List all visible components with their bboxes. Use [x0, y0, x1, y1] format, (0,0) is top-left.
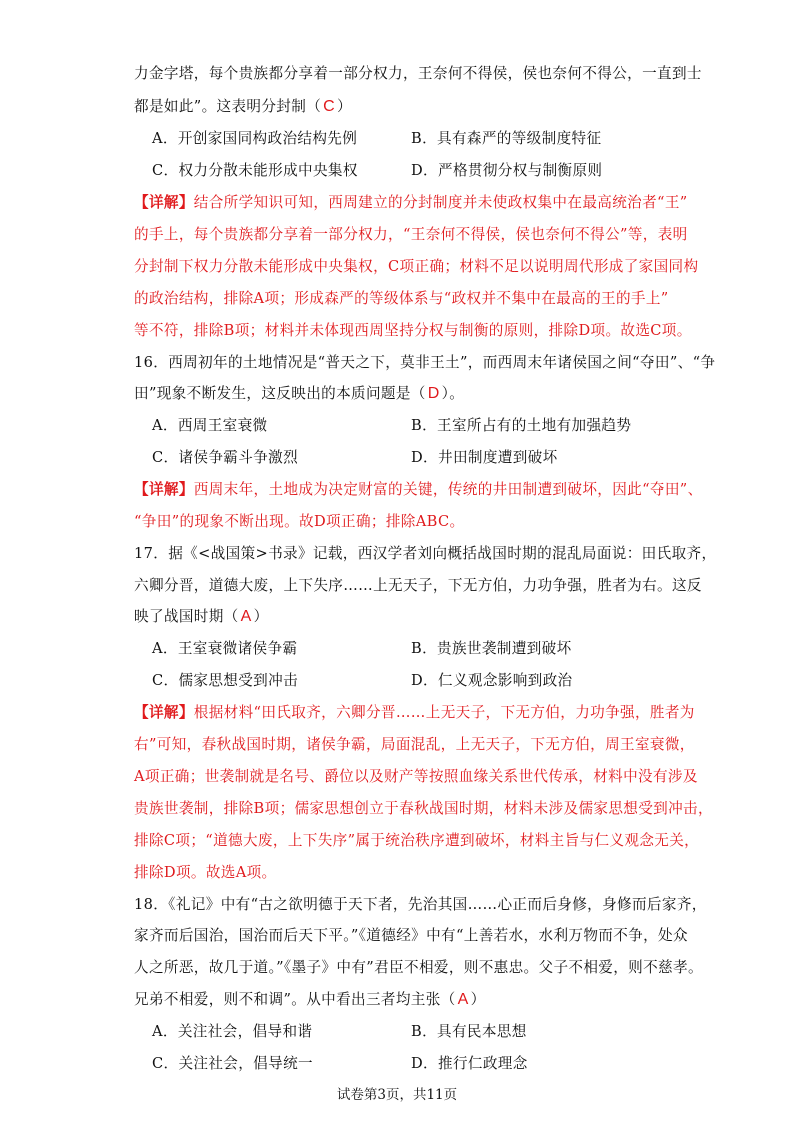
q16-stem-line-2: [134, 384, 464, 404]
detail-label: 【详解】: [134, 194, 194, 211]
q18-stem-line-4: [134, 990, 486, 1010]
prev-question-answer: C: [323, 98, 336, 115]
q17-stem-text: 映了战国时期（: [134, 608, 239, 625]
q17-option-b: B．贵族世袭制遭到破坏: [411, 640, 572, 657]
q18-stem-line-3: 人之所恶，故几于道。”《墨子》中有”君臣不相爱，则不惠忠。父子不相爱，则不慈孝。: [134, 959, 703, 976]
q18-stem-line-1: 18．《礼记》中有“古之欲明德于天下者，先治其国……心正而后身修，身修而后家齐，: [134, 896, 707, 913]
prev-question-option-c: C．权力分散未能形成中央集权: [152, 162, 358, 179]
q16-option-b: B．王室所占有的土地有加强趋势: [411, 417, 632, 434]
q16-option-a: A．西周王室衰微: [152, 417, 268, 434]
q17-detail-line-5: 排除C项；“道德大废，上下失序”属于统治秩序遭到破坏，材料主旨与仁义观念无关，: [134, 832, 700, 849]
prev-question-option-a: A．开创家国同构政治结构先例: [152, 130, 358, 147]
q17-option-d: D．仁义观念影响到政治: [411, 672, 573, 689]
q16-stem-line-1: 16．西周初年的土地情况是“普天之下，莫非王土”，而西周末年诸侯国之间“夺田”、“争: [134, 354, 716, 371]
q17-detail-line-3: A项正确；世袭制就是名号、爵位以及财产等按照血缘关系世代传承，材料中没有涉及: [134, 768, 698, 785]
prev-question-detail-line-4: 的政治结构，排除A项；形成森严的等级体系与“政权并不集中在最高的王的手上”: [134, 290, 669, 307]
q16-answer: D: [427, 385, 440, 402]
prev-question-stem-text: 都是如此”。这表明分封制（: [134, 98, 322, 115]
q17-detail-line-1: 【详解】根据材料“田氏取齐，六卿分晋……上无天子，下无方伯，力功争强，胜者为: [134, 704, 695, 721]
q17-answer: A: [240, 608, 252, 625]
q16-option-d: D．井田制度遭到破坏: [411, 449, 558, 466]
q17-stem-end: ）: [253, 608, 269, 625]
q17-stem-line-1: 17．据《<战国策>书录》记载，西汉学者刘向概括战国时期的混乱局面说：田氏取齐，: [134, 545, 717, 562]
q17-option-c: C．儒家思想受到冲击: [152, 672, 299, 689]
prev-question-option-d: D．严格贯彻分权与制衡原则: [411, 162, 603, 179]
q17-detail-line-2: 右”可知，春秋战国时期，诸侯争霸，局面混乱，上无天子，下无方伯，周王室衰微，: [134, 736, 695, 753]
q16-detail-line-1: 【详解】西周末年，土地成为决定财富的关键，传统的井田制遭到破坏，因此“夺田”、: [134, 481, 703, 498]
prev-question-detail-line-3: 分封制下权力分散未能形成中央集权，C项正确；材料不足以说明周代形成了家国同构: [134, 258, 699, 275]
q16-stem-text: 田”现象不断发生，这反映出的本质问题是（: [134, 385, 426, 402]
prev-question-stem-end: ）: [337, 98, 352, 115]
q17-option-a: A．王室衰微诸侯争霸: [152, 640, 298, 657]
detail-label: 【详解】: [134, 481, 194, 498]
page-footer: 试卷第3页，共11页: [336, 1087, 458, 1103]
q16-stem-end: ）。: [441, 385, 465, 402]
q18-stem-text: 兄弟不相爱，则不和调”。从中看出三者均主张（: [134, 991, 456, 1008]
prev-question-detail-line-2: 的手上，每个贵族都分享着一部分权力，“王奈何不得侯，侯也奈何不得公”等，表明: [134, 226, 688, 243]
prev-question-detail-line-1: 【详解】结合所学知识可知，西周建立的分封制度并未使政权集中在最高统治者“王”: [134, 194, 688, 211]
detail-label: 【详解】: [134, 704, 194, 721]
q18-option-c: C．关注社会，倡导统一: [152, 1055, 313, 1072]
q16-option-c: C．诸侯争霸斗争激烈: [152, 449, 299, 466]
q18-answer: A: [457, 991, 469, 1008]
q18-option-a: A．关注社会，倡导和谐: [152, 1023, 313, 1040]
q18-stem-end: ）: [470, 991, 486, 1008]
prev-question-detail-line-5: 等不符，排除B项；材料并未体现西周坚持分权与制衡的原则，排除D项。故选C项。: [134, 322, 692, 339]
q18-option-b: B．具有民本思想: [411, 1023, 527, 1040]
prev-question-stem-line-2: [134, 97, 352, 117]
q17-detail-line-6: 排除D项。故选A项。: [134, 864, 277, 881]
q18-option-d: D．推行仁政理念: [411, 1055, 528, 1072]
q18-stem-line-2: 家齐而后国治，国治而后天下平。”《道德经》中有“上善若水，水利万物而不争，处众: [134, 927, 688, 944]
q16-detail-line-2: “争田”的现象不断出现。故D项正确；排除ABC。: [134, 513, 465, 530]
q17-stem-line-2: 六卿分晋，道德大废，上下失序……上无天子，下无方伯，力功争强，胜者为右。这反: [134, 577, 702, 594]
q17-stem-line-3: [134, 607, 269, 627]
prev-question-option-b: B．具有森严的等级制度特征: [411, 130, 602, 147]
prev-question-stem-line-1: 力金字塔，每个贵族都分享着一部分权力，王奈何不得侯，侯也奈何不得公，一直到士: [134, 65, 702, 82]
q17-detail-line-4: 贵族世袭制，排除B项；儒家思想创立于春秋战国时期，材料未涉及儒家思想受到冲击，: [134, 800, 713, 817]
